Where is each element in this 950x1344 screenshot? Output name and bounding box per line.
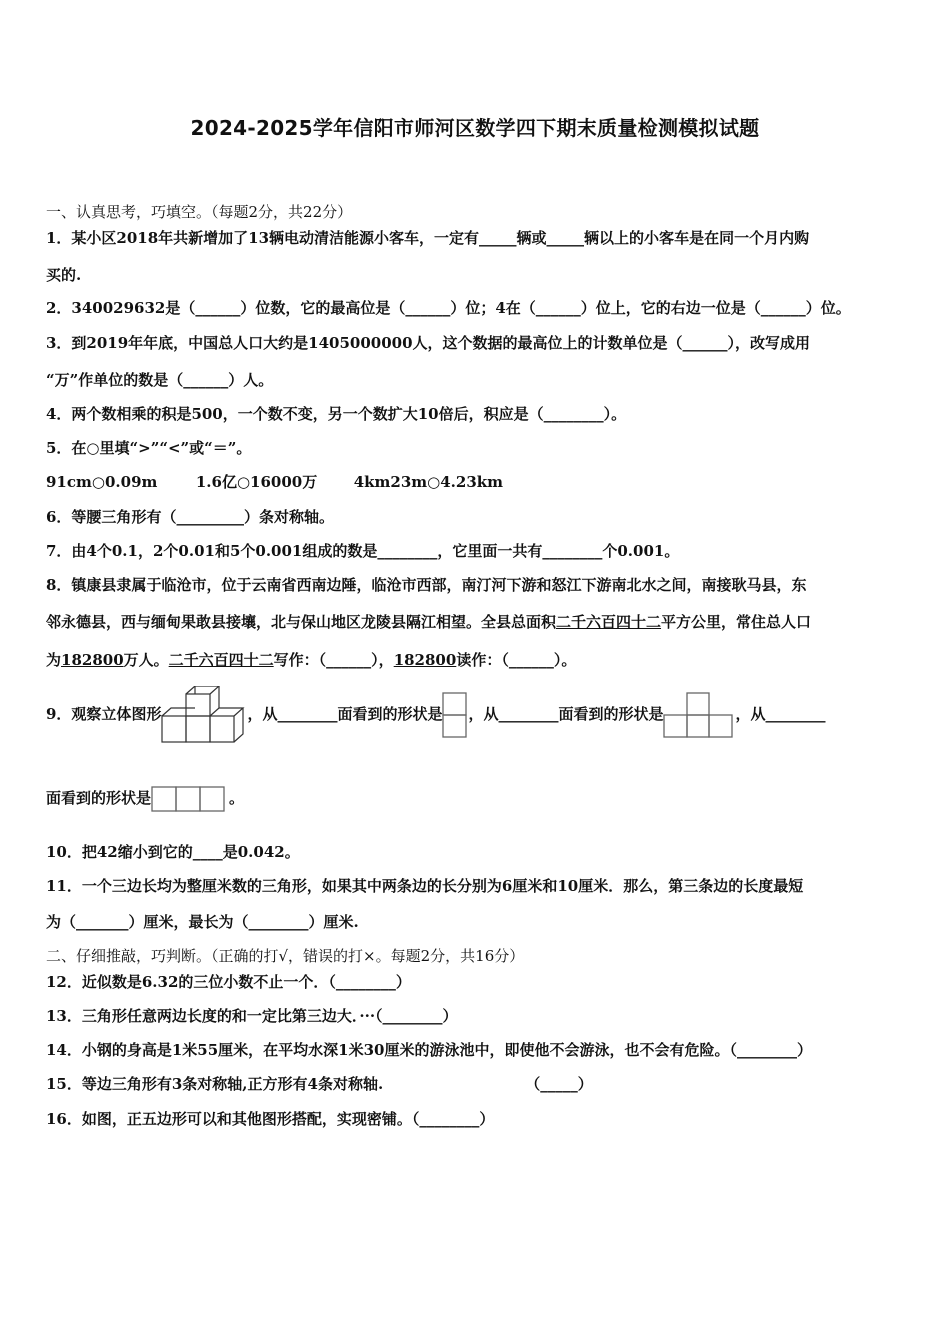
question-3-line-2: “万”作单位的数是（______）人。: [46, 371, 274, 389]
question-5-items: [46, 472, 503, 492]
compare-item-2: 1.6亿○16000万: [195, 473, 318, 491]
question-6: 6．等腰三角形有（_________）条对称轴。: [46, 508, 334, 526]
q9-text: 。: [229, 789, 245, 807]
question-15: [46, 1074, 593, 1094]
question-8-line-3: [46, 650, 576, 670]
q8-text: 平方公里，常住总人口: [661, 613, 812, 631]
question-1-line-1: 1．某小区2018年共新增加了13辆电动清洁能源小客车，一定有_____辆或_____辆以上的小客车是在同一个月内购: [46, 229, 810, 247]
page-title: 2024-2025学年信阳市师河区数学四下期末质量检测模拟试题: [190, 116, 760, 140]
question-11-line-2: 为（_______）厘米，最长为（________）厘米.: [46, 913, 359, 931]
question-12: 12．近似数是6.32的三位小数不止一个．（________）: [46, 973, 411, 991]
compare-item-1: 91cm○0.09m: [46, 473, 158, 491]
question-7: 7．由4个0.1，2个0.01和5个0.001组成的数是________，它里面一共有________个0.001。: [46, 542, 680, 560]
q8-text: 读作：（______）。: [456, 651, 577, 669]
question-2: 2．340029632是（______）位数，它的最高位是（______）位；4在（______）位上，它的右边一位是（______）位。: [46, 299, 851, 317]
question-1-line-2: 买的.: [46, 266, 82, 284]
q8-text: 写作：（______），: [273, 651, 394, 669]
q8-underlined-population: 182800: [61, 651, 124, 669]
question-11-line-1: 11．一个三边长均为整厘米数的三角形，如果其中两条边的长分别为6厘米和10厘米．那么，第三条边的长度最短: [46, 877, 804, 895]
q9-text: ，从________: [735, 705, 826, 723]
view-two-stacked-squares: [442, 692, 468, 738]
question-8-line-2: [46, 612, 811, 632]
compare-item-3: 4km23m○4.23km: [353, 473, 504, 491]
question-10: 10．把42缩小到它的____是0.042。: [46, 843, 300, 861]
q15-text: 15．等边三角形有3条对称轴,正方形有4条对称轴.: [46, 1075, 384, 1093]
question-9-line-2: [46, 780, 244, 816]
q9-text: 面看到的形状是: [46, 789, 152, 807]
question-4: 4．两个数相乘的积是500，一个数不变，另一个数扩大10倍后，积应是（________）。: [46, 405, 627, 423]
question-9-line-1: [46, 684, 826, 744]
q8-underlined-population: 182800: [393, 651, 457, 669]
view-three-squares-row: [151, 784, 229, 814]
section-2-heading: 二、仔细推敲，巧判断。（正确的打√，错误的打×。每题2分，共16分）: [46, 947, 525, 965]
question-3-line-1: 3．到2019年年底，中国总人口大约是1405000000人，这个数据的最高位上的计数单位是（______），改写成用: [46, 334, 811, 352]
q8-underlined-area: 二千六百四十二: [556, 613, 662, 631]
question-16: 16．如图，正五边形可以和其他图形搭配，实现密铺。（________）: [46, 1110, 495, 1128]
q9-text: 9．观察立体图形: [46, 705, 162, 723]
q9-text: ，从________面看到的形状是: [247, 705, 443, 723]
view-t-shape-squares: [663, 692, 735, 738]
q9-text: ，从________面看到的形状是: [468, 705, 664, 723]
q8-text: 为: [46, 651, 62, 669]
cube-solid-figure: [161, 686, 247, 744]
q8-underlined-area: 二千六百四十二: [168, 651, 274, 669]
q15-answer-blank: （_____）: [525, 1075, 593, 1093]
question-5: 5．在○里填“>”“<”或“＝”。: [46, 439, 252, 457]
question-8-line-1: 8．镇康县隶属于临沧市，位于云南省西南边陲，临沧市西部，南汀河下游和怒江下游南北水之间，南接耿马县，东: [46, 576, 807, 594]
question-14: 14．小钢的身高是1米55厘米，在平均水深1米30厘米的游泳池中，即使他不会游泳，也不会有危险。（________）: [46, 1041, 813, 1059]
q8-text: 万人。: [123, 651, 169, 669]
q8-text: 邻永德县，西与缅甸果敢县接壤，北与保山地区龙陵县隔江相望。全县总面积: [46, 613, 557, 631]
section-1-heading: 一、认真思考，巧填空。（每题2分，共22分）: [46, 203, 353, 221]
question-13: 13．三角形任意两边长度的和一定比第三边大．···（________）: [46, 1007, 458, 1025]
